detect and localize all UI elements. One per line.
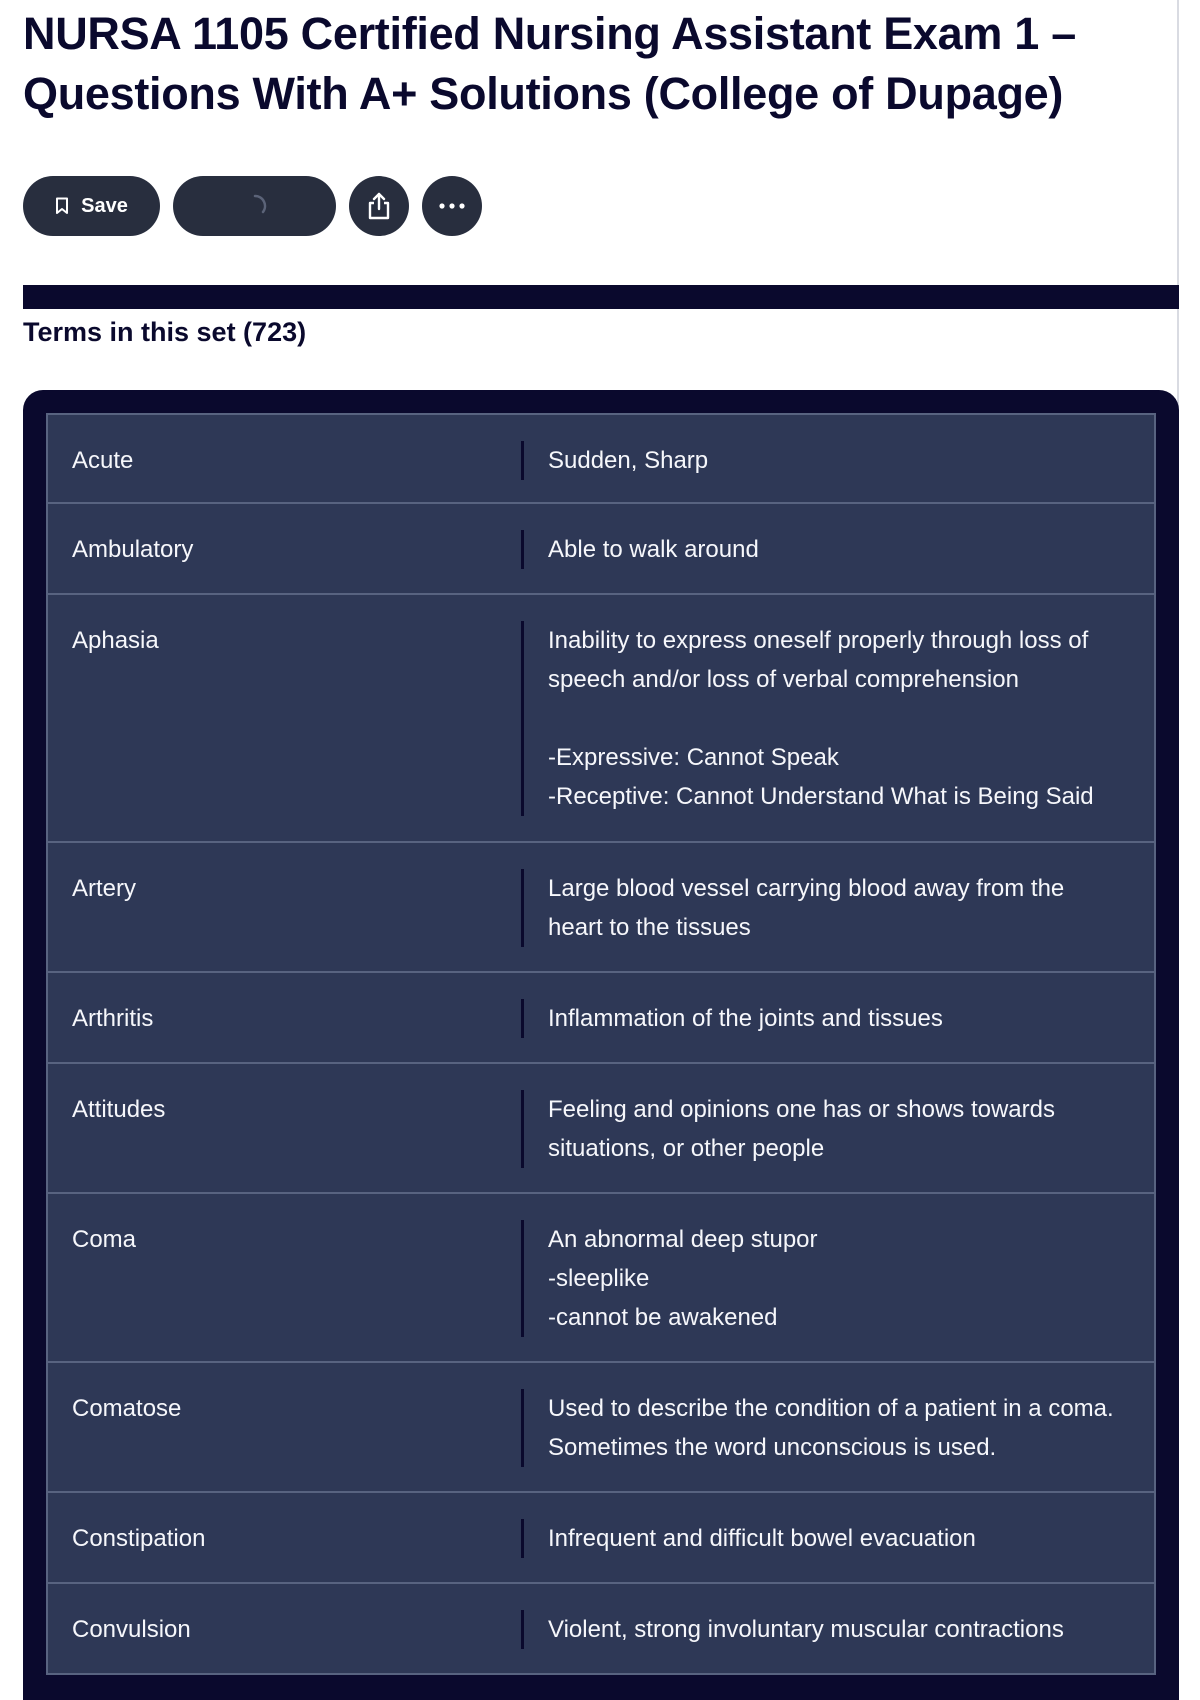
term-row xyxy=(46,504,1156,595)
term-definition: Sudden, Sharp xyxy=(521,441,1154,480)
term-word: Acute xyxy=(72,447,134,474)
term-row xyxy=(46,1493,1156,1584)
term-word: Coma xyxy=(72,1226,137,1253)
term-word: Constipation xyxy=(72,1525,206,1552)
term-definition: Violent, strong involuntary muscular contractions xyxy=(521,1610,1154,1649)
spinner-icon xyxy=(242,193,268,219)
term-definition: Used to describe the condition of a patient in a coma. Sometimes the word unconscious is used. xyxy=(521,1389,1154,1467)
term-row xyxy=(46,1363,1156,1493)
terms-list xyxy=(23,390,1179,1700)
term-word: Comatose xyxy=(72,1395,182,1422)
loading-button[interactable] xyxy=(173,176,336,236)
save-label: Save xyxy=(81,194,128,217)
term-word: Ambulatory xyxy=(72,536,194,563)
page-title: NURSA 1105 Certified Nursing Assistant Exam 1 – Questions With A+ Solutions (College of Dupage) xyxy=(23,8,1076,119)
term-row xyxy=(46,413,1156,504)
term-row xyxy=(46,1194,1156,1363)
term-word: Attitudes xyxy=(72,1096,166,1123)
share-icon xyxy=(366,192,392,220)
section-divider-bar xyxy=(23,285,1179,309)
term-row xyxy=(46,1584,1156,1675)
terms-heading: Terms in this set (723) xyxy=(23,317,307,347)
share-button[interactable] xyxy=(349,176,409,236)
term-definition: Able to walk around xyxy=(521,530,1154,569)
term-row xyxy=(46,1064,1156,1194)
bookmark-icon xyxy=(55,197,69,215)
term-word: Arthritis xyxy=(72,1005,154,1032)
term-row xyxy=(46,973,1156,1064)
term-row xyxy=(46,595,1156,843)
term-word: Convulsion xyxy=(72,1616,191,1643)
term-definition: An abnormal deep stupor -sleeplike -cannot be awakened xyxy=(521,1220,1154,1337)
more-options-button[interactable] xyxy=(422,176,482,236)
action-toolbar xyxy=(23,176,482,236)
term-definition: Inability to express oneself properly through loss of speech and/or loss of verbal comprehension -Expressive: Cannot Speak -Receptive: Cannot Understand What is Being Said xyxy=(521,621,1154,816)
term-word: Artery xyxy=(72,875,137,902)
term-row xyxy=(46,843,1156,973)
term-word: Aphasia xyxy=(72,627,159,654)
term-definition: Inflammation of the joints and tissues xyxy=(521,999,1154,1038)
term-definition: Large blood vessel carrying blood away from the heart to the tissues xyxy=(521,869,1154,947)
save-button[interactable] xyxy=(23,176,160,236)
term-definition: Infrequent and difficult bowel evacuation xyxy=(521,1519,1154,1558)
term-definition: Feeling and opinions one has or shows towards situations, or other people xyxy=(521,1090,1154,1168)
more-horizontal-icon xyxy=(438,202,466,210)
